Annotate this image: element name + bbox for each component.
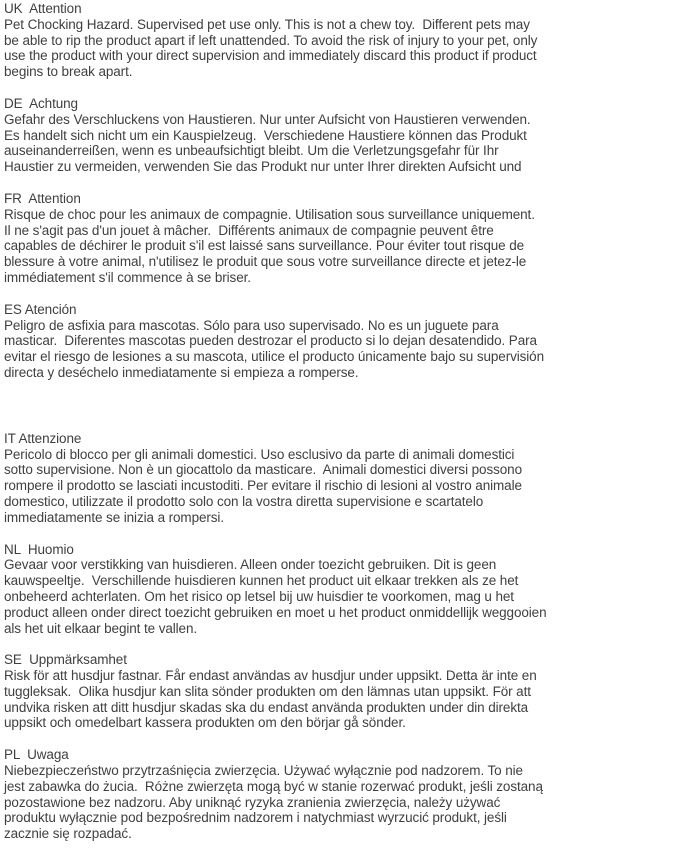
warning-line: zacznie się rozpadać. (4, 826, 132, 842)
warning-line: be able to rip the product apart if left unattended. To avoid the risk of injury to your pet, only (4, 32, 538, 48)
warning-line: evitar el riesgo de lesiones a su mascota, utilice el producto únicamente bajo su supervisión (4, 349, 545, 365)
warning-line: Risque de choc pour les animaux de compagnie. Utilisation sous surveillance uniquement. (4, 206, 535, 222)
warning-line: immediatamente se inizia a rompersi. (4, 509, 224, 525)
warning-section-it (4, 397, 677, 526)
section-header: NL Huomio (4, 541, 74, 557)
warning-line: directa y deséchelo inmediatamente si empieza a romperse. (4, 364, 359, 380)
section-header: SE Uppmärksamhet (4, 652, 127, 668)
warning-line: kauwspeeltje. Verschillende huisdieren kunnen het product uit elkaar trekken als ze het (4, 573, 519, 589)
warning-line: Niebezpieczeństwo przytrzaśnięcia zwierzęcia. Używać wyłącznie pod nadzorem. To nie (4, 763, 523, 779)
section-header: FR Attention (4, 190, 81, 206)
warning-line: blessure à votre animal, n'utilisez le produit que sous votre surveillance directe et jetez-le (4, 254, 527, 270)
warning-section-fr (4, 191, 677, 286)
warning-line: pozostawione bez nadzoru. Aby uniknąć ryzyka zranienia zwierzęcia, należy używać (4, 794, 501, 810)
warning-line: Peligro de asfixia para mascotas. Sólo para uso supervisado. No es un juguete para (4, 317, 499, 333)
section-header: UK Attention (4, 1, 82, 16)
warning-line: produktu wyłącznie pod bezpośrednim nadzorem i natychmiast wyrzucić produkt, jeśli (4, 810, 507, 826)
warning-section-nl (4, 542, 677, 637)
warning-line: tuggleksak. Olika husdjur kan slita sönder produkten om den lämnas utan uppsikt. För att (4, 683, 531, 699)
warning-section-es (4, 302, 677, 381)
warning-section-uk (4, 1, 677, 80)
warning-line: Gefahr des Verschluckens von Haustieren. Nur unter Aufsicht von Haustieren verwenden. (4, 111, 531, 127)
warning-line: begins to break apart. (4, 64, 133, 80)
warning-line: Pericolo di blocco per gli animali domestici. Uso esclusivo da parte di animali domestici (4, 446, 515, 462)
warning-line: undvika risken att ditt husdjur skadas ska du endast använda produkten under din direkta (4, 699, 529, 715)
warning-line: use the product with your direct supervision and immediately discard this product if product (4, 48, 537, 64)
warning-line: Es handelt sich nicht um ein Kauspielzeug. Verschiedene Haustiere können das Produkt (4, 127, 527, 143)
warning-line: Haustier zu vermeiden, verwenden Sie das Produkt nur unter Ihrer direkten Aufsicht und (4, 159, 522, 175)
warning-line: immédiatement s'il commence à se briser. (4, 269, 251, 285)
warning-line: auseinanderreißen, wenn es unbeaufsichtigt bleibt. Um die Verletzungsgefahr für Ihr (4, 143, 499, 159)
warning-line: onbeheerd achterlaten. Om het risico op letsel bij uw huisdier te voorkomen, mag u het (4, 588, 514, 604)
warning-line: product alleen onder direct toezicht gebruiken en moet u het product onmiddellijk weggooien (4, 604, 547, 620)
warning-line: Il ne s'agit pas d'un jouet à mâcher. Différents animaux de compagnie peuvent être (4, 222, 494, 238)
warning-line: domestico, utilizzate il prodotto solo con la vostra diretta supervisione e scartatelo (4, 493, 484, 509)
warning-section-pl (4, 747, 677, 842)
section-header: ES Atención (4, 301, 77, 317)
section-header: DE Achtung (4, 95, 78, 111)
warning-line: uppsikt och omedelbart kassera produkten om den börjar gå sönder. (4, 715, 406, 731)
warning-line: masticar. Diferentes mascotas pueden destrozar el producto si lo dejan desatendido. Para (4, 333, 537, 349)
warning-line: als het uit elkaar begint te vallen. (4, 620, 198, 636)
warning-line: rompere il prodotto se lasciati incustoditi. Per evitare il rischio di lesioni al vostro animale (4, 478, 522, 494)
warning-section-se (4, 652, 677, 731)
section-header: PL Uwaga (4, 747, 69, 763)
warning-line: Pet Chocking Hazard. Supervised pet use only. This is not a chew toy. Different pets may (4, 16, 530, 32)
warning-line: Risk för att husdjur fastnar. Får endast användas av husdjur under uppsikt. Detta är inte en (4, 668, 537, 684)
warning-line: Gevaar voor verstikking van huisdieren. Alleen onder toezicht gebruiken. Dit is geen (4, 557, 497, 573)
warning-line: sotto supervisione. Non è un giocattolo da masticare. Animali domestici diversi possono (4, 462, 522, 478)
warning-section-de (4, 96, 677, 175)
warning-line: capables de déchirer le produit s'il est laissé sans surveillance. Pour éviter tout risque de (4, 238, 525, 254)
section-header: IT Attenzione (4, 430, 82, 446)
warning-line: jest zabawka do żucia. Różne zwierzęta mogą być w stanie rozerwać produkt, jeśli zostaną (4, 778, 543, 794)
